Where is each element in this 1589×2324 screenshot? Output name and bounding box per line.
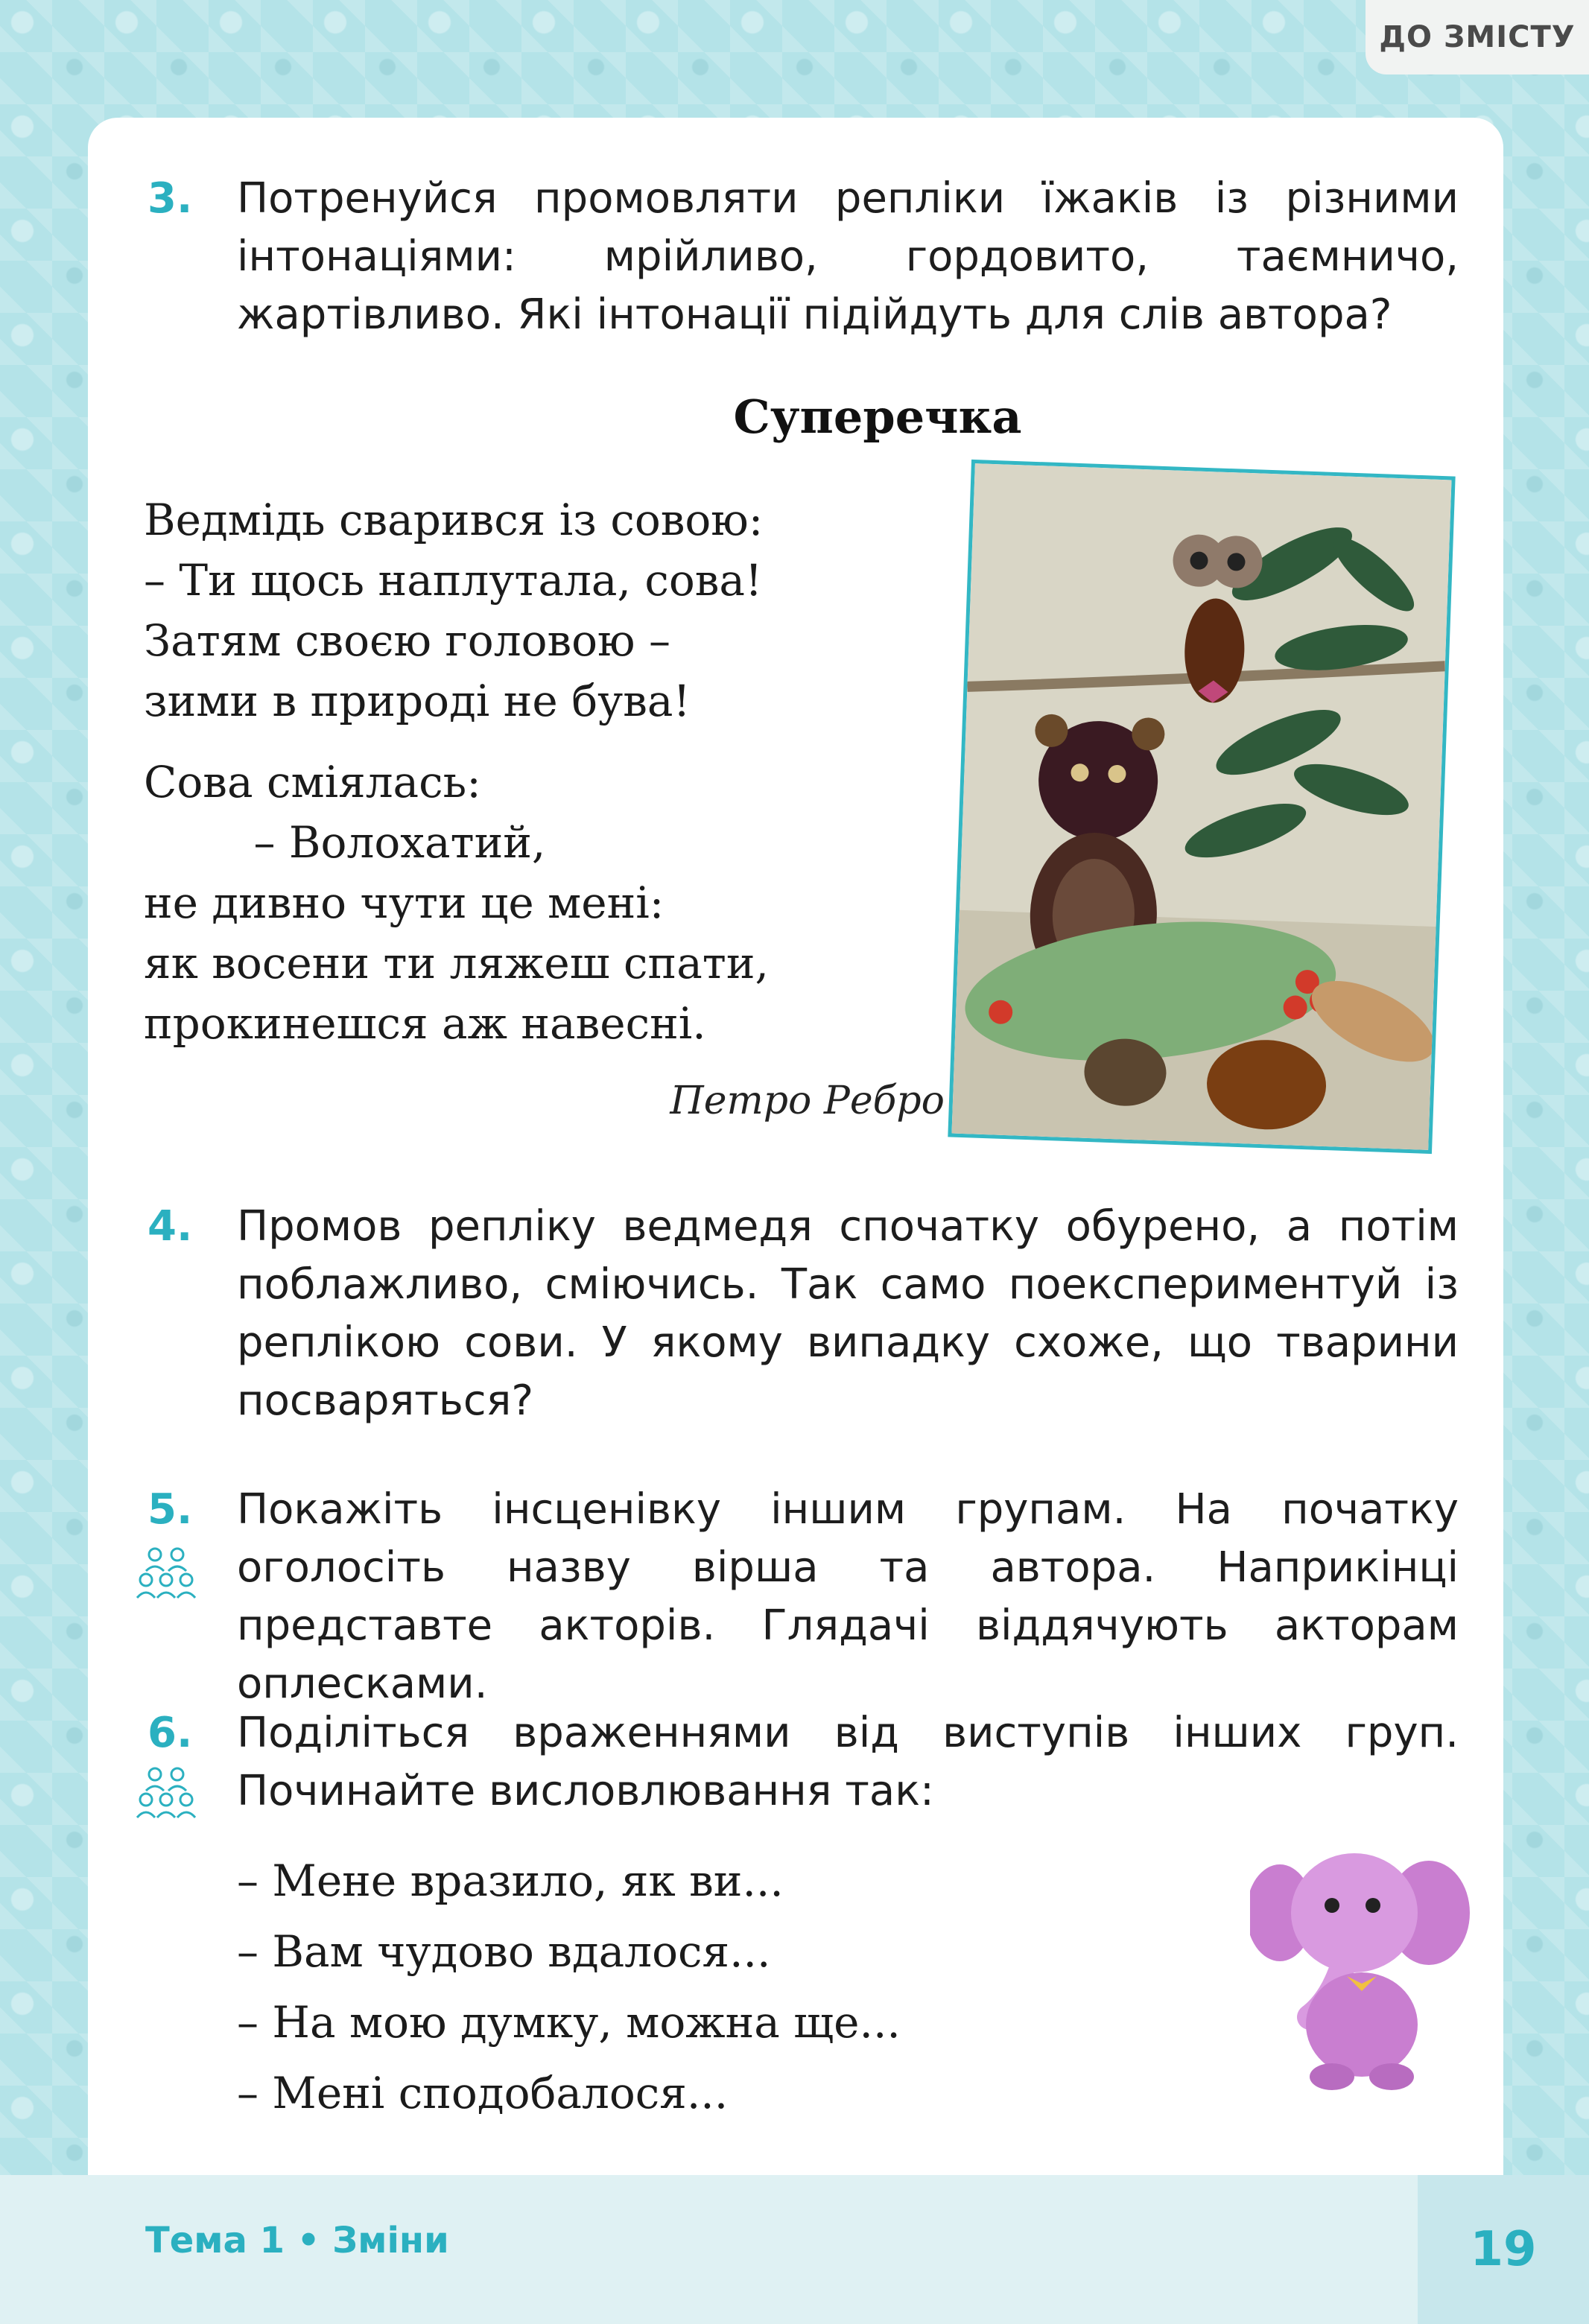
owl-bear-craft-image (951, 463, 1451, 1150)
poem-author: Петро Ребро (670, 1079, 945, 1123)
phrase-item: – Мені сподобалося... (237, 2068, 729, 2118)
task-text: Потренуйся промовляти репліки їжаків із різними інтонаціями: мрійливо, гордовито, таємничо, жартівливо. Які інтонації підійдуть для слів автора? (237, 174, 1459, 339)
topic-label: Тема 1 • Зміни (145, 2220, 449, 2261)
poem-line: – Ти щось наплутала, сова! (144, 555, 763, 606)
poem-line: прокинешся аж навесні. (144, 998, 706, 1049)
toc-link[interactable]: ДО ЗМІСТУ (1366, 0, 1589, 74)
task-number: 3. (148, 174, 193, 223)
task-number: 5. (148, 1485, 193, 1534)
phrase-item: – Вам чудово вдалося... (237, 1926, 771, 1977)
poem-line: Затям своєю головою – (144, 615, 670, 666)
task-text: Промов репліку ведмедя спочатку обурено, а потім поблажливо, сміючись. Так само поекспериментуй із реплікою сови. У якому випадку схоже, що тварини посваряться? (237, 1202, 1459, 1425)
page-number: 19 (1418, 2175, 1589, 2324)
task-5 (88, 1481, 1503, 1708)
phrase-item: – Мене вразило, як ви... (237, 1855, 784, 1906)
task-6 (88, 1704, 1503, 1823)
poem-title: Суперечка (733, 390, 1022, 444)
group-work-icon (133, 1544, 200, 1604)
task-number: 6. (148, 1709, 193, 1757)
poem-text (144, 490, 963, 1054)
group-work-icon (133, 1764, 200, 1823)
task-4 (88, 1198, 1503, 1436)
task-text: Покажіть інсценівку іншим групам. На початку оголосіть назву вірша та автора. Наприкінці представте акторів. Глядачі віддячують акторам оплесками. (237, 1485, 1459, 1708)
task-number: 4. (148, 1202, 193, 1251)
poem-line: як восени ти ляжеш спати, (144, 938, 769, 988)
task-text: Поділіться враженнями від виступів інших груп. Починайте висловлювання так: (237, 1709, 1459, 1815)
phrase-list (237, 1846, 1131, 2129)
phrase-item: – На мою думку, можна ще... (237, 1997, 901, 2048)
task-3 (88, 170, 1503, 349)
elephant-mascot-icon (1250, 1846, 1474, 2092)
craft-photo (948, 460, 1455, 1154)
poem-line: не дивно чути це мені: (144, 877, 665, 928)
poem-line: Сова сміялась: (144, 757, 481, 807)
poem-line: Ведмідь сварився із совою: (144, 495, 764, 545)
content-card (88, 118, 1503, 2181)
poem-line: зими в природі не бува! (144, 676, 691, 726)
page-footer (0, 2175, 1589, 2324)
poem-line: – Волохатий, (144, 817, 546, 868)
